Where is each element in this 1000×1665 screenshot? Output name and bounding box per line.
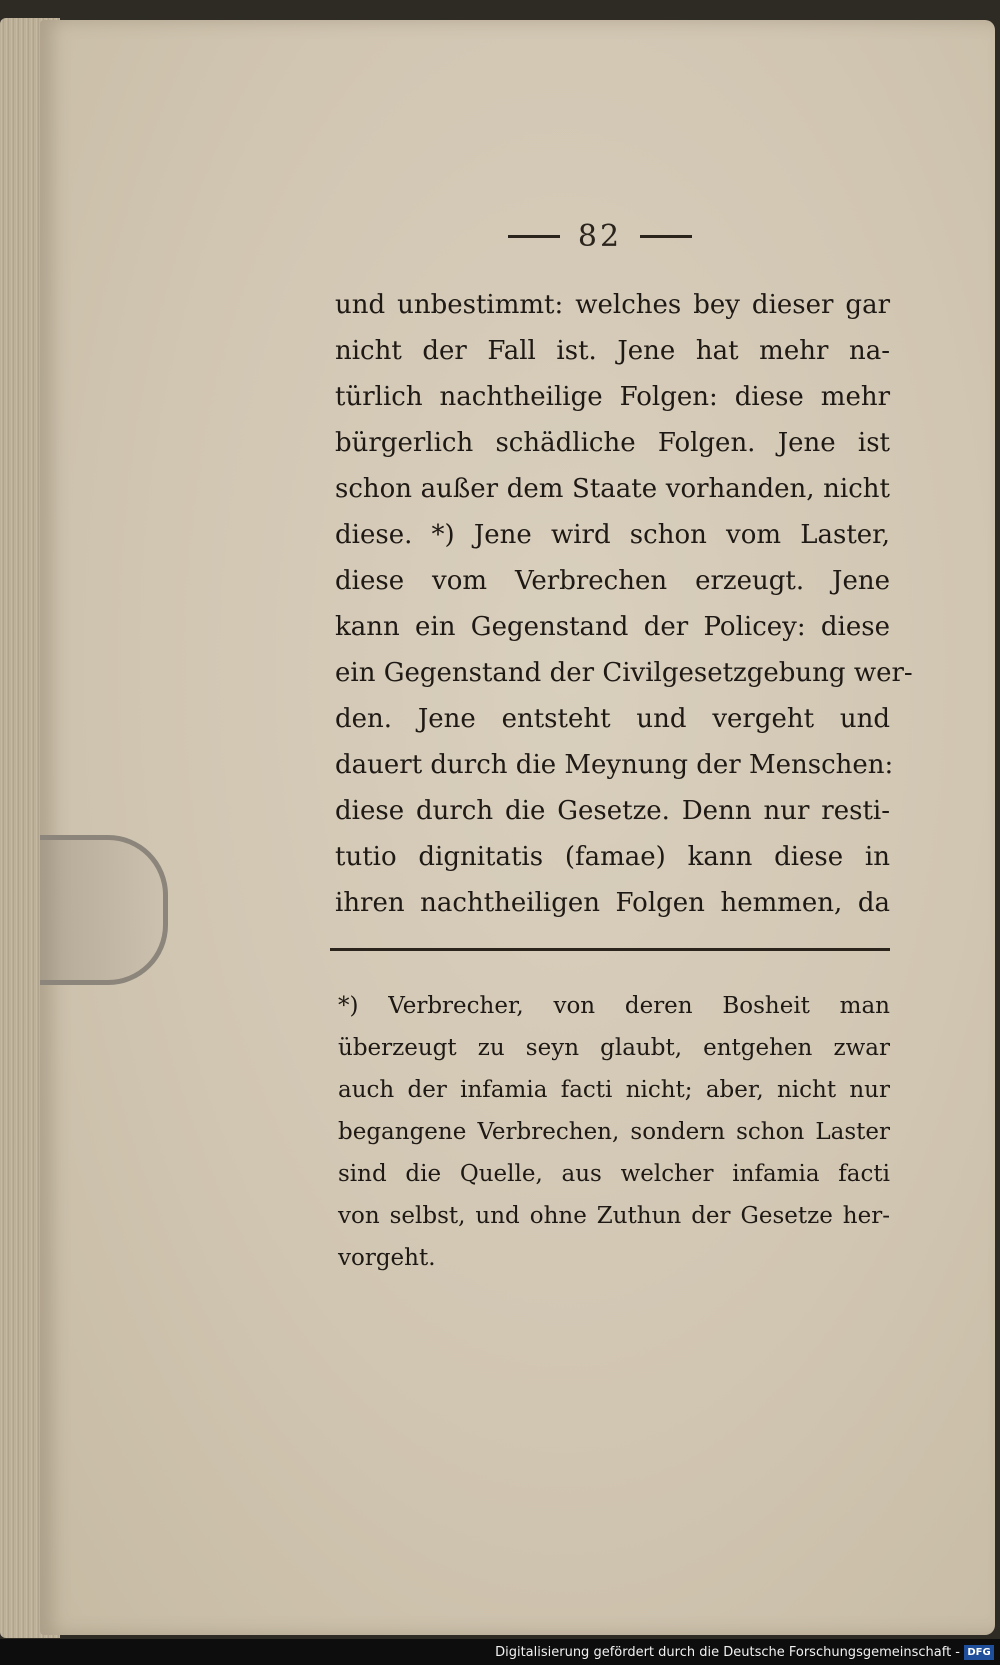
page-number: 82	[577, 218, 623, 254]
footnote-line: begangene Verbrechen, sondern schon Laster	[338, 1119, 890, 1145]
text-line: nicht der Fall ist. Jene hat mehr na-	[335, 336, 890, 366]
text-line: diese vom Verbrechen erzeugt. Jene	[335, 566, 890, 596]
footnote-separator	[330, 948, 890, 951]
footnote-line: sind die Quelle, aus welcher infamia facti	[338, 1161, 890, 1187]
text-line: schon außer dem Staate vorhanden, nicht	[335, 474, 890, 504]
text-line: und unbestimmt: welches bey dieser gar	[335, 290, 890, 320]
text-line: kann ein Gegenstand der Policey: diese	[335, 612, 890, 642]
text-line: tutio dignitatis (famae) kann diese in	[335, 842, 890, 872]
text-line: ein Gegenstand der Civilgesetzgebung wer-	[335, 658, 913, 688]
main-text-block	[335, 282, 913, 926]
footnote-line: *) Verbrecher, von deren Bosheit man	[338, 993, 890, 1019]
digitization-credit: Digitalisierung gefördert durch die Deutsche Forschungsgemeinschaft -	[495, 1645, 960, 1660]
page-header	[490, 216, 710, 256]
credit-bar	[0, 1639, 1000, 1665]
text-line: ihren nachtheiligen Folgen hemmen, da	[335, 888, 890, 918]
text-line: diese. *) Jene wird schon vom Laster,	[335, 520, 890, 550]
page-clip	[40, 835, 168, 985]
text-line: dauert durch die Meynung der Menschen:	[335, 750, 894, 780]
header-dash-left	[508, 235, 560, 238]
footnote-line: überzeugt zu seyn glaubt, entgehen zwar	[338, 1035, 890, 1061]
footnote-line: auch der infamia facti nicht; aber, nicht nur	[338, 1077, 890, 1103]
text-line: diese durch die Gesetze. Denn nur resti-	[335, 796, 890, 826]
text-line: den. Jene entsteht und vergeht und	[335, 704, 890, 734]
dfg-logo: DFG	[964, 1645, 994, 1660]
footnote-line: von selbst, und ohne Zuthun der Gesetze her-	[338, 1203, 890, 1229]
text-line: türlich nachtheilige Folgen: diese mehr	[335, 382, 890, 412]
footnote-line: vorgeht.	[338, 1245, 436, 1271]
header-dash-right	[640, 235, 692, 238]
text-line: bürgerlich schädliche Folgen. Jene ist	[335, 428, 890, 458]
footnote-block	[338, 985, 890, 1279]
